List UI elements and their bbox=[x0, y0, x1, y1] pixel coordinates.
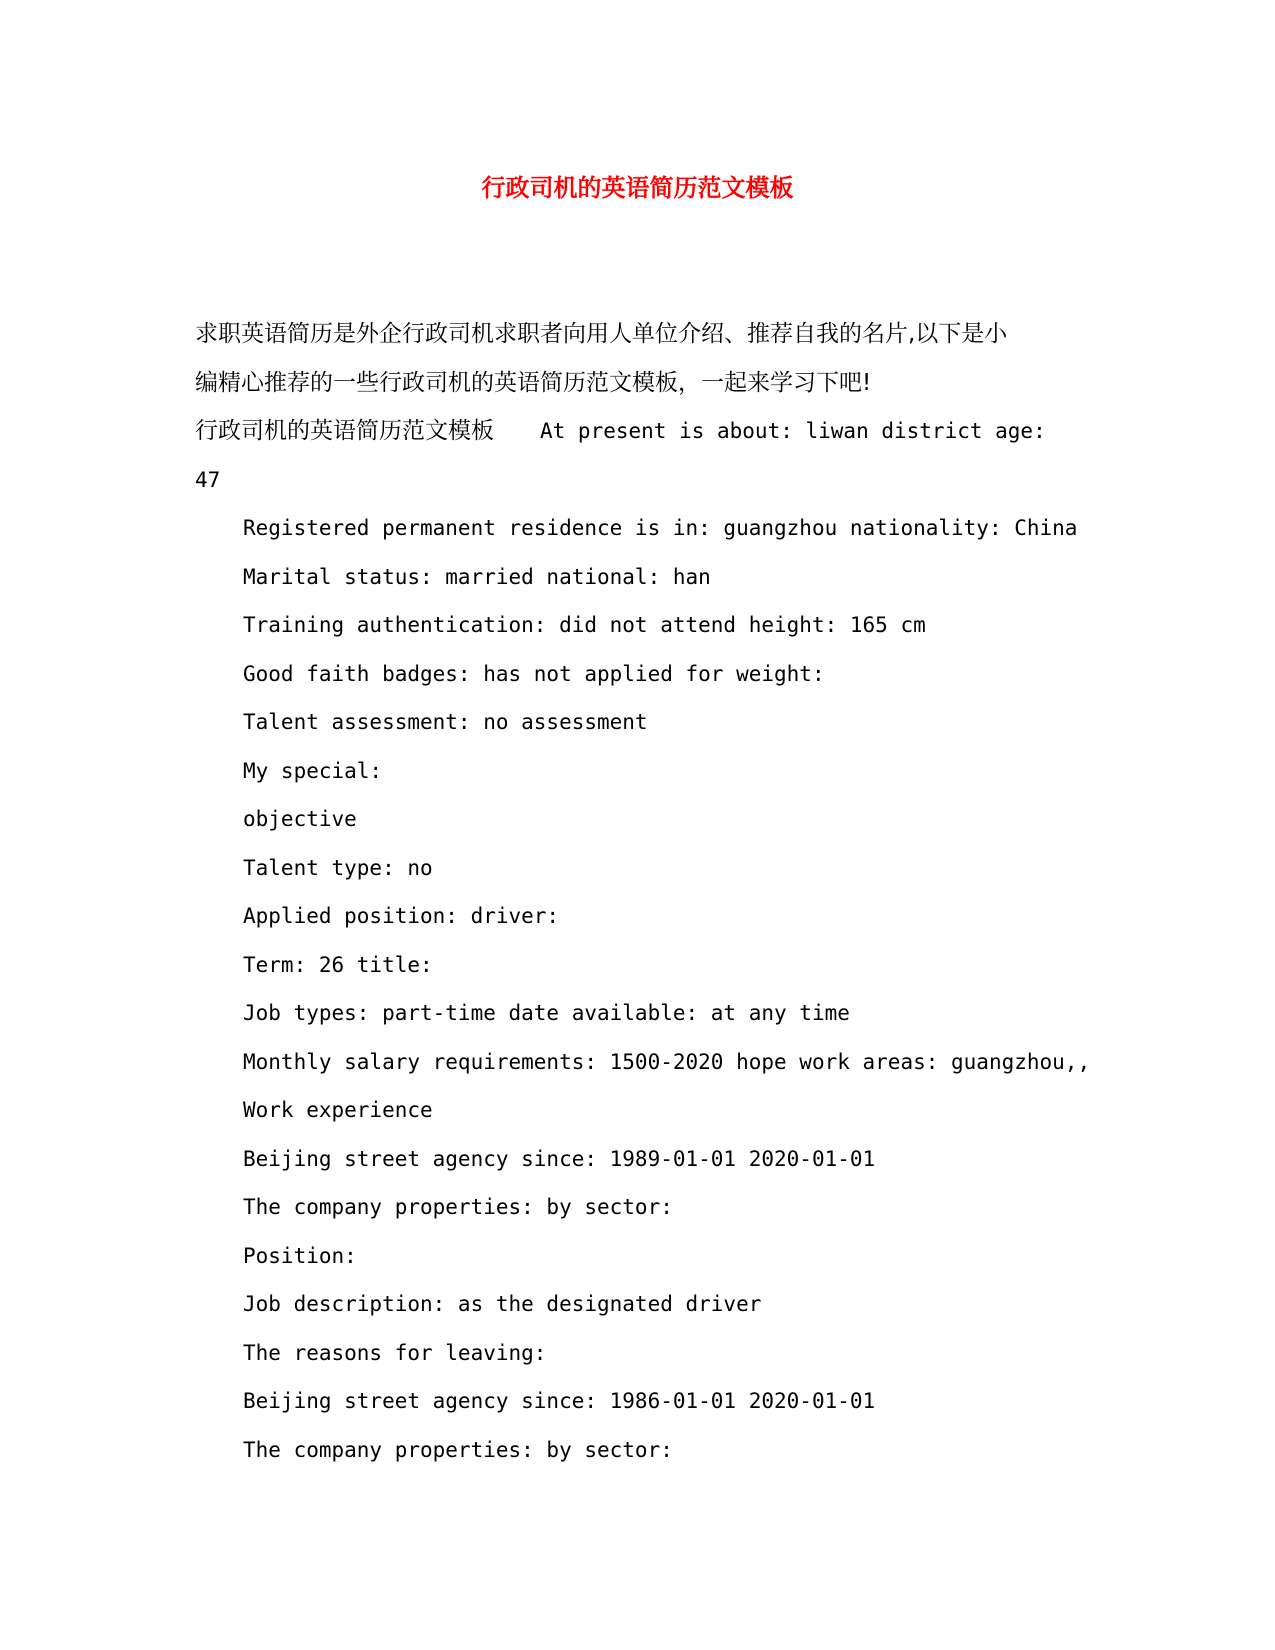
resume-fields bbox=[243, 504, 1103, 1474]
intro-line-1: 求职英语简历是外企行政司机求职者向用人单位介绍、推荐自我的名片,以下是小 bbox=[195, 321, 1008, 347]
resume-line: Beijing street agency since: 1986-01-01 2020-01-01 bbox=[243, 1389, 876, 1413]
resume-line: The company properties: by sector: bbox=[243, 1437, 673, 1462]
resume-line: Talent assessment: no assessment bbox=[243, 710, 648, 734]
resume-line: Beijing street agency since: 1989-01-01 2020-01-01 bbox=[243, 1146, 876, 1171]
resume-line: The reasons for leaving: bbox=[243, 1340, 547, 1365]
resume-line: objective bbox=[243, 807, 357, 831]
intro-line-2: 编精心推荐的一些行政司机的英语简历范文模板，一起来学习下吧! bbox=[195, 369, 872, 396]
intro-line-3-english: At present is about: liwan district age: bbox=[540, 419, 1046, 443]
resume-line: Talent type: no bbox=[243, 855, 433, 880]
resume-line: Work experience bbox=[243, 1098, 433, 1122]
resume-line: Term: 26 title: bbox=[243, 952, 433, 977]
intro-line-3-chinese: 行政司机的英语简历范文模板 bbox=[195, 418, 494, 444]
resume-line: Job description: as the designated driver bbox=[243, 1292, 762, 1316]
resume-line: My special: bbox=[243, 758, 383, 783]
intro-paragraph bbox=[195, 310, 1085, 504]
resume-line: Training authentication: did not attend height: 165 cm bbox=[243, 613, 926, 637]
resume-line: Marital status: married national: han bbox=[243, 564, 711, 589]
intro-line-3 bbox=[195, 407, 1085, 456]
resume-line: Good faith badges: has not applied for weight: bbox=[243, 661, 825, 686]
resume-line: Monthly salary requirements: 1500-2020 hope work areas: guangzhou,, bbox=[243, 1049, 1091, 1074]
resume-line: The company properties: by sector: bbox=[243, 1195, 673, 1219]
resume-line: Registered permanent residence is in: guangzhou nationality: China bbox=[243, 516, 1078, 540]
resume-line: Position: bbox=[243, 1243, 357, 1268]
resume-line: Job types: part-time date available: at any time bbox=[243, 1001, 850, 1025]
document-title: 行政司机的英语简历范文模板 bbox=[481, 173, 794, 202]
intro-line-4: 47 bbox=[195, 467, 221, 492]
resume-line: Applied position: driver: bbox=[243, 904, 560, 928]
